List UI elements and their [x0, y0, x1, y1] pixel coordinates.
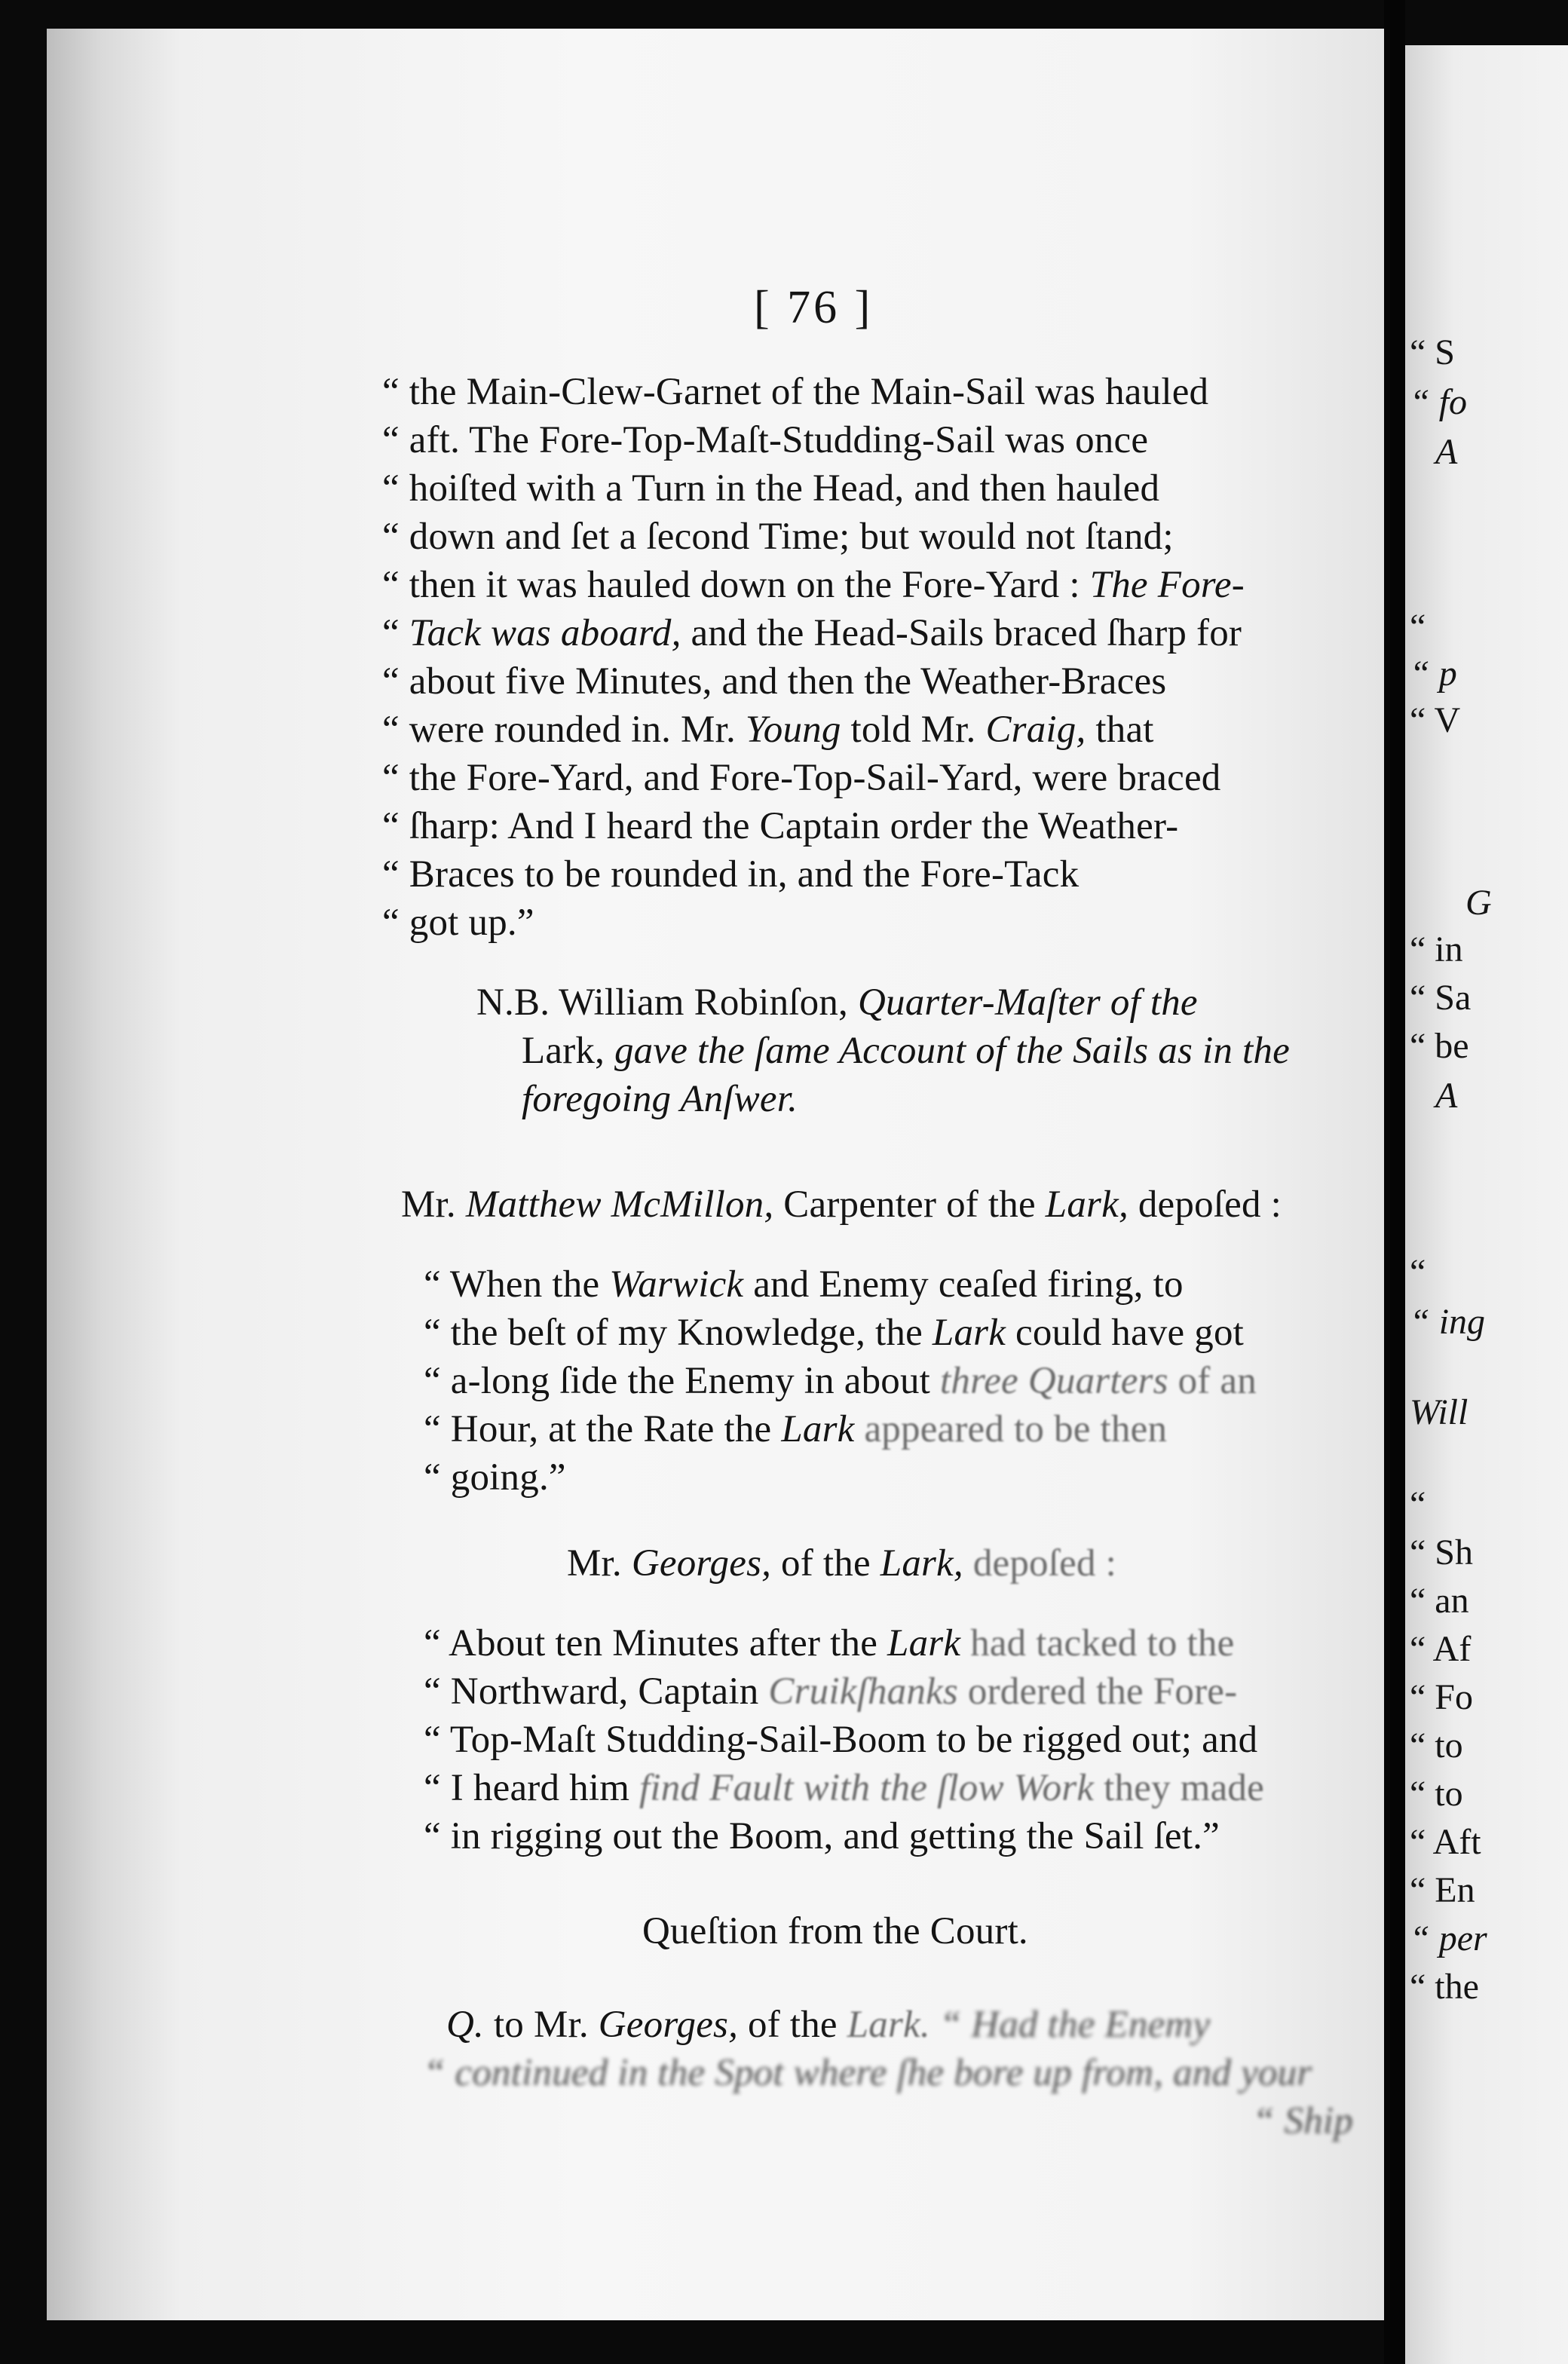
note-line: Lark, gave the ſame Account of the Sails as in the: [522, 1030, 1290, 1072]
text-line: “ the beſt of my Knowledge, the Lark could have got: [424, 1312, 1245, 1354]
text-line: “ Tack was aboard, and the Head-Sails braced ſharp for: [382, 612, 1242, 654]
page-gutter: [1384, 0, 1405, 2364]
fragment: “ V: [1410, 700, 1461, 740]
fragment: Will: [1410, 1392, 1468, 1432]
text-line: “ ſharp: And I heard the Captain order the Weather-: [382, 805, 1179, 847]
fragment: “ Fo: [1410, 1677, 1473, 1717]
text-line: “ Top-Maſt Studding-Sail-Boom to be rigged out; and: [424, 1719, 1258, 1761]
fragment: “ be: [1410, 1026, 1469, 1066]
fragment: “: [1410, 1252, 1426, 1292]
fragment: G: [1465, 883, 1492, 923]
fragment: “ ing: [1410, 1302, 1486, 1342]
text-line: “ about five Minutes, and then the Weather-Braces: [382, 660, 1167, 703]
fragment: “ an: [1410, 1581, 1469, 1621]
text-line: “ the Main-Clew-Garnet of the Main-Sail was hauled: [382, 371, 1209, 413]
fragment: A: [1435, 432, 1458, 472]
fragment: A: [1435, 1076, 1458, 1116]
fragment: “ p: [1410, 654, 1457, 694]
text-line: “ in rigging out the Boom, and getting the Sail ſet.”: [424, 1815, 1220, 1857]
text-line: “ I heard him find Fault with the ſlow Work they made: [424, 1767, 1264, 1809]
question-line: Q. to Mr. Georges, of the Lark. “ Had the Enemy: [446, 2004, 1211, 2046]
text-line: “ got up.”: [382, 902, 534, 944]
text-line: “ Northward, Captain Cruikſhanks ordered the Fore-: [424, 1670, 1238, 1713]
fragment: “: [1410, 1484, 1426, 1524]
text-line: “ aft. The Fore-Top-Maſt-Studding-Sail was once: [382, 419, 1149, 461]
fragment: “ to: [1410, 1774, 1463, 1814]
section-heading: Queſtion from the Court.: [642, 1910, 1028, 1952]
deposition-heading: Mr. Georges, of the Lark, depoſed :: [567, 1542, 1116, 1585]
text-line: “ were rounded in. Mr. Young told Mr. Craig, that: [382, 709, 1154, 751]
fragment: “ Aft: [1410, 1822, 1481, 1862]
fragment: “ the: [1410, 1967, 1479, 2007]
fragment: “ En: [1410, 1870, 1475, 1910]
text-line: “ then it was hauled down on the Fore-Yard : The Fore-: [382, 564, 1245, 606]
fragment: “ Sa: [1410, 978, 1472, 1018]
text-line: “ Hour, at the Rate the Lark appeared to be then: [424, 1408, 1168, 1450]
right-page-edge: [1405, 45, 1568, 2364]
note-line: foregoing Anſwer.: [522, 1078, 798, 1120]
fragment: “ Af: [1410, 1629, 1472, 1669]
fragment: “ fo: [1410, 382, 1468, 422]
text-line: “ a-long ſide the Enemy in about three Quarters of an: [424, 1360, 1257, 1402]
text-line: “ Braces to be rounded in, and the Fore-Tack: [382, 853, 1080, 896]
catchword: “ Ship: [1253, 2100, 1353, 2142]
note-line: N.B. William Robinſon, Quarter-Maſter of the: [476, 981, 1198, 1024]
fragment: “ in: [1410, 929, 1463, 969]
fragment: “ Sh: [1410, 1533, 1473, 1572]
fragment: “ to: [1410, 1726, 1463, 1765]
text-line: “ the Fore-Yard, and Fore-Top-Sail-Yard, were braced: [382, 757, 1221, 799]
text-line: “ When the Warwick and Enemy ceaſed firing, to: [424, 1263, 1184, 1306]
text-line: “ hoiſted with a Turn in the Head, and then hauled: [382, 467, 1160, 510]
text-line: “ going.”: [424, 1456, 566, 1499]
fragment: “ S: [1410, 332, 1455, 372]
text-line: “ down and ſet a ſecond Time; but would not ſtand;: [382, 516, 1174, 558]
fragment: “ per: [1410, 1918, 1487, 1958]
deposition-heading: Mr. Matthew McMillon, Carpenter of the Lark, depoſed :: [401, 1184, 1282, 1226]
text-line: “ About ten Minutes after the Lark had tacked to the: [424, 1622, 1235, 1664]
fragment: “: [1410, 607, 1426, 647]
page-number: [ 76 ]: [754, 282, 874, 333]
question-line: “ continued in the Spot where ſhe bore up from, and your: [424, 2052, 1312, 2094]
left-page: [47, 29, 1384, 2320]
